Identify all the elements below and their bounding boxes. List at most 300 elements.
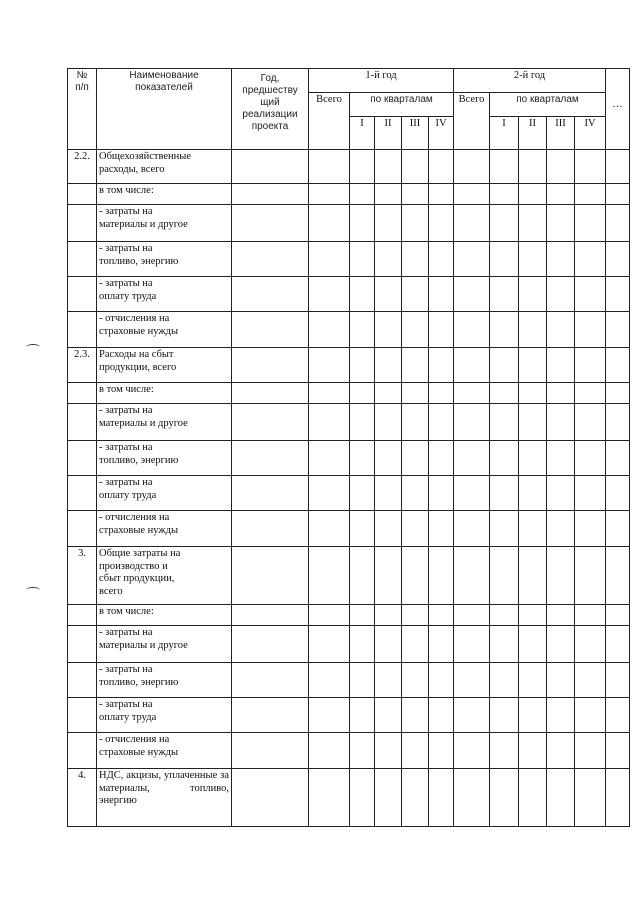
empty-cell bbox=[547, 733, 575, 769]
empty-cell bbox=[606, 312, 630, 348]
empty-cell bbox=[547, 605, 575, 626]
empty-cell bbox=[454, 383, 490, 404]
year2-q1-header: I bbox=[490, 117, 519, 150]
empty-cell bbox=[429, 698, 454, 733]
empty-cell bbox=[375, 404, 402, 441]
empty-cell bbox=[232, 605, 309, 626]
empty-cell bbox=[309, 511, 350, 547]
table-row bbox=[68, 184, 630, 205]
row-number bbox=[68, 383, 97, 404]
table-row bbox=[68, 626, 630, 663]
empty-cell bbox=[606, 769, 630, 827]
table-row bbox=[68, 383, 630, 404]
table-row bbox=[68, 205, 630, 242]
empty-cell bbox=[454, 277, 490, 312]
empty-cell bbox=[575, 242, 606, 277]
row-number bbox=[68, 511, 97, 547]
empty-cell bbox=[309, 383, 350, 404]
empty-cell bbox=[519, 383, 547, 404]
empty-cell bbox=[375, 242, 402, 277]
empty-cell bbox=[490, 733, 519, 769]
empty-cell bbox=[309, 184, 350, 205]
empty-cell bbox=[309, 626, 350, 663]
empty-cell bbox=[575, 312, 606, 348]
empty-cell bbox=[232, 184, 309, 205]
empty-cell bbox=[350, 547, 375, 605]
year1-q3-header: III bbox=[402, 117, 429, 150]
empty-cell bbox=[350, 511, 375, 547]
empty-cell bbox=[232, 404, 309, 441]
row-number: 4. bbox=[68, 769, 97, 827]
empty-cell bbox=[429, 663, 454, 698]
empty-cell bbox=[350, 383, 375, 404]
empty-cell bbox=[232, 769, 309, 827]
empty-cell bbox=[606, 404, 630, 441]
empty-cell bbox=[454, 348, 490, 383]
empty-cell bbox=[575, 383, 606, 404]
empty-cell bbox=[350, 348, 375, 383]
empty-cell bbox=[232, 626, 309, 663]
row-number bbox=[68, 605, 97, 626]
row-label: - затраты на материалы и другое bbox=[97, 626, 232, 663]
empty-cell bbox=[375, 476, 402, 511]
empty-cell bbox=[454, 476, 490, 511]
empty-cell bbox=[454, 441, 490, 476]
empty-cell bbox=[454, 605, 490, 626]
empty-cell bbox=[402, 511, 429, 547]
empty-cell bbox=[606, 277, 630, 312]
empty-cell bbox=[575, 441, 606, 476]
empty-cell bbox=[232, 242, 309, 277]
table-row bbox=[68, 150, 630, 184]
empty-cell bbox=[454, 547, 490, 605]
empty-cell bbox=[547, 312, 575, 348]
empty-cell bbox=[575, 605, 606, 626]
row-label: Общие затраты на производство и сбыт продукции, всего bbox=[97, 547, 232, 605]
empty-cell bbox=[309, 312, 350, 348]
empty-cell bbox=[402, 184, 429, 205]
ellipsis-header: … bbox=[606, 69, 630, 150]
empty-cell bbox=[429, 205, 454, 242]
table-row bbox=[68, 769, 630, 827]
empty-cell bbox=[490, 205, 519, 242]
empty-cell bbox=[402, 242, 429, 277]
empty-cell bbox=[309, 150, 350, 184]
row-label: - затраты на оплату труда bbox=[97, 476, 232, 511]
empty-cell bbox=[454, 312, 490, 348]
row-label: в том числе: bbox=[97, 184, 232, 205]
empty-cell bbox=[606, 663, 630, 698]
table-row bbox=[68, 547, 630, 605]
binding-mark-top bbox=[26, 344, 40, 350]
empty-cell bbox=[519, 769, 547, 827]
year2-q3-header: III bbox=[547, 117, 575, 150]
empty-cell bbox=[402, 277, 429, 312]
empty-cell bbox=[402, 698, 429, 733]
empty-cell bbox=[490, 769, 519, 827]
empty-cell bbox=[429, 547, 454, 605]
empty-cell bbox=[350, 733, 375, 769]
empty-cell bbox=[402, 348, 429, 383]
empty-cell bbox=[519, 698, 547, 733]
empty-cell bbox=[309, 348, 350, 383]
empty-cell bbox=[309, 404, 350, 441]
empty-cell bbox=[232, 348, 309, 383]
empty-cell bbox=[606, 242, 630, 277]
empty-cell bbox=[429, 150, 454, 184]
empty-cell bbox=[402, 663, 429, 698]
empty-cell bbox=[547, 663, 575, 698]
empty-cell bbox=[575, 733, 606, 769]
row-number: 2.3. bbox=[68, 348, 97, 383]
empty-cell bbox=[547, 547, 575, 605]
row-number bbox=[68, 698, 97, 733]
empty-cell bbox=[454, 769, 490, 827]
empty-cell bbox=[232, 277, 309, 312]
empty-cell bbox=[547, 150, 575, 184]
table-row bbox=[68, 348, 630, 383]
empty-cell bbox=[519, 184, 547, 205]
empty-cell bbox=[429, 511, 454, 547]
empty-cell bbox=[232, 383, 309, 404]
row-label: - затраты на топливо, энергию bbox=[97, 441, 232, 476]
empty-cell bbox=[375, 441, 402, 476]
empty-cell bbox=[575, 404, 606, 441]
row-label: в том числе: bbox=[97, 605, 232, 626]
table-row bbox=[68, 733, 630, 769]
expenses-table bbox=[67, 68, 630, 827]
empty-cell bbox=[350, 441, 375, 476]
row-number bbox=[68, 733, 97, 769]
empty-cell bbox=[547, 441, 575, 476]
table-row bbox=[68, 663, 630, 698]
empty-cell bbox=[375, 547, 402, 605]
empty-cell bbox=[519, 511, 547, 547]
empty-cell bbox=[519, 476, 547, 511]
empty-cell bbox=[519, 242, 547, 277]
empty-cell bbox=[375, 277, 402, 312]
empty-cell bbox=[232, 205, 309, 242]
empty-cell bbox=[232, 312, 309, 348]
row-number bbox=[68, 626, 97, 663]
empty-cell bbox=[547, 769, 575, 827]
header-row-1 bbox=[68, 69, 630, 93]
empty-cell bbox=[547, 476, 575, 511]
empty-cell bbox=[547, 277, 575, 312]
empty-cell bbox=[490, 547, 519, 605]
empty-cell bbox=[402, 547, 429, 605]
empty-cell bbox=[519, 626, 547, 663]
empty-cell bbox=[606, 205, 630, 242]
empty-cell bbox=[350, 184, 375, 205]
empty-cell bbox=[575, 511, 606, 547]
empty-cell bbox=[375, 383, 402, 404]
empty-cell bbox=[402, 476, 429, 511]
empty-cell bbox=[429, 242, 454, 277]
empty-cell bbox=[575, 277, 606, 312]
empty-cell bbox=[490, 663, 519, 698]
empty-cell bbox=[429, 441, 454, 476]
row-label: - затраты на материалы и другое bbox=[97, 404, 232, 441]
empty-cell bbox=[454, 511, 490, 547]
empty-cell bbox=[350, 312, 375, 348]
empty-cell bbox=[429, 476, 454, 511]
empty-cell bbox=[575, 663, 606, 698]
empty-cell bbox=[490, 383, 519, 404]
empty-cell bbox=[606, 441, 630, 476]
empty-cell bbox=[519, 605, 547, 626]
empty-cell bbox=[309, 769, 350, 827]
empty-cell bbox=[309, 277, 350, 312]
row-label: - затраты на топливо, энергию bbox=[97, 663, 232, 698]
row-label: НДС, акцизы, уплаченные за материалы, топливо, энергию bbox=[97, 769, 232, 827]
empty-cell bbox=[454, 150, 490, 184]
empty-cell bbox=[606, 184, 630, 205]
empty-cell bbox=[402, 769, 429, 827]
empty-cell bbox=[309, 476, 350, 511]
table-row bbox=[68, 277, 630, 312]
row-number bbox=[68, 312, 97, 348]
empty-cell bbox=[490, 605, 519, 626]
row-label: - отчисления на страховые нужды bbox=[97, 733, 232, 769]
row-number bbox=[68, 404, 97, 441]
row-label: в том числе: bbox=[97, 383, 232, 404]
table-row bbox=[68, 312, 630, 348]
empty-cell bbox=[429, 404, 454, 441]
year1-total-header: Всего bbox=[309, 93, 350, 150]
table-row bbox=[68, 404, 630, 441]
empty-cell bbox=[232, 476, 309, 511]
empty-cell bbox=[375, 733, 402, 769]
empty-cell bbox=[454, 205, 490, 242]
row-label: - отчисления на страховые нужды bbox=[97, 511, 232, 547]
empty-cell bbox=[575, 476, 606, 511]
empty-cell bbox=[375, 184, 402, 205]
empty-cell bbox=[547, 242, 575, 277]
empty-cell bbox=[375, 663, 402, 698]
empty-cell bbox=[232, 150, 309, 184]
empty-cell bbox=[429, 769, 454, 827]
empty-cell bbox=[519, 441, 547, 476]
row-label: - затраты на оплату труда bbox=[97, 277, 232, 312]
empty-cell bbox=[519, 205, 547, 242]
empty-cell bbox=[375, 698, 402, 733]
empty-cell bbox=[547, 383, 575, 404]
empty-cell bbox=[490, 404, 519, 441]
row-number bbox=[68, 242, 97, 277]
empty-cell bbox=[454, 733, 490, 769]
empty-cell bbox=[350, 626, 375, 663]
empty-cell bbox=[606, 383, 630, 404]
empty-cell bbox=[232, 511, 309, 547]
empty-cell bbox=[547, 205, 575, 242]
empty-cell bbox=[490, 511, 519, 547]
empty-cell bbox=[490, 476, 519, 511]
empty-cell bbox=[350, 698, 375, 733]
row-number: 2.2. bbox=[68, 150, 97, 184]
empty-cell bbox=[490, 184, 519, 205]
empty-cell bbox=[309, 605, 350, 626]
empty-cell bbox=[519, 277, 547, 312]
empty-cell bbox=[350, 476, 375, 511]
binding-mark-bottom bbox=[26, 587, 40, 593]
empty-cell bbox=[350, 769, 375, 827]
empty-cell bbox=[402, 404, 429, 441]
empty-cell bbox=[575, 698, 606, 733]
empty-cell bbox=[350, 150, 375, 184]
empty-cell bbox=[519, 348, 547, 383]
empty-cell bbox=[575, 547, 606, 605]
empty-cell bbox=[402, 733, 429, 769]
col-name-header: Наименование показателей bbox=[97, 69, 232, 150]
empty-cell bbox=[606, 626, 630, 663]
empty-cell bbox=[606, 348, 630, 383]
row-number bbox=[68, 184, 97, 205]
empty-cell bbox=[454, 663, 490, 698]
empty-cell bbox=[429, 383, 454, 404]
year1-quarters-header: по кварталам bbox=[350, 93, 454, 117]
empty-cell bbox=[309, 205, 350, 242]
year2-q2-header: II bbox=[519, 117, 547, 150]
empty-cell bbox=[429, 348, 454, 383]
year2-quarters-header: по кварталам bbox=[490, 93, 606, 117]
empty-cell bbox=[519, 150, 547, 184]
empty-cell bbox=[350, 205, 375, 242]
empty-cell bbox=[402, 441, 429, 476]
empty-cell bbox=[232, 441, 309, 476]
empty-cell bbox=[519, 733, 547, 769]
empty-cell bbox=[606, 150, 630, 184]
empty-cell bbox=[375, 626, 402, 663]
row-number bbox=[68, 441, 97, 476]
empty-cell bbox=[547, 184, 575, 205]
empty-cell bbox=[490, 277, 519, 312]
year2-q4-header: IV bbox=[575, 117, 606, 150]
empty-cell bbox=[575, 184, 606, 205]
empty-cell bbox=[575, 769, 606, 827]
empty-cell bbox=[490, 242, 519, 277]
empty-cell bbox=[350, 404, 375, 441]
empty-cell bbox=[232, 733, 309, 769]
row-number bbox=[68, 663, 97, 698]
empty-cell bbox=[547, 511, 575, 547]
row-label: Общехозяйственные расходы, всего bbox=[97, 150, 232, 184]
empty-cell bbox=[606, 698, 630, 733]
empty-cell bbox=[490, 626, 519, 663]
empty-cell bbox=[454, 698, 490, 733]
empty-cell bbox=[519, 547, 547, 605]
year1-q4-header: IV bbox=[429, 117, 454, 150]
empty-cell bbox=[575, 348, 606, 383]
empty-cell bbox=[454, 184, 490, 205]
empty-cell bbox=[547, 626, 575, 663]
empty-cell bbox=[375, 348, 402, 383]
row-label: Расходы на сбыт продукции, всего bbox=[97, 348, 232, 383]
empty-cell bbox=[490, 698, 519, 733]
empty-cell bbox=[375, 312, 402, 348]
empty-cell bbox=[375, 205, 402, 242]
row-number bbox=[68, 205, 97, 242]
table-row bbox=[68, 476, 630, 511]
empty-cell bbox=[429, 733, 454, 769]
empty-cell bbox=[454, 404, 490, 441]
empty-cell bbox=[429, 605, 454, 626]
empty-cell bbox=[429, 626, 454, 663]
empty-cell bbox=[232, 663, 309, 698]
empty-cell bbox=[309, 547, 350, 605]
empty-cell bbox=[402, 205, 429, 242]
year1-header: 1-й год bbox=[309, 69, 454, 93]
year1-q2-header: II bbox=[375, 117, 402, 150]
empty-cell bbox=[490, 312, 519, 348]
row-number bbox=[68, 476, 97, 511]
empty-cell bbox=[402, 150, 429, 184]
empty-cell bbox=[309, 441, 350, 476]
empty-cell bbox=[309, 242, 350, 277]
row-label: - затраты на оплату труда bbox=[97, 698, 232, 733]
table-row bbox=[68, 441, 630, 476]
empty-cell bbox=[575, 150, 606, 184]
table-row bbox=[68, 698, 630, 733]
empty-cell bbox=[402, 605, 429, 626]
empty-cell bbox=[375, 150, 402, 184]
row-label: - затраты на материалы и другое bbox=[97, 205, 232, 242]
empty-cell bbox=[350, 242, 375, 277]
table-row bbox=[68, 605, 630, 626]
empty-cell bbox=[402, 312, 429, 348]
empty-cell bbox=[309, 698, 350, 733]
empty-cell bbox=[232, 698, 309, 733]
empty-cell bbox=[402, 383, 429, 404]
empty-cell bbox=[547, 404, 575, 441]
col-prev-year-header: Год, предшеству щий реализации проекта bbox=[232, 69, 309, 150]
empty-cell bbox=[606, 476, 630, 511]
empty-cell bbox=[547, 698, 575, 733]
empty-cell bbox=[490, 150, 519, 184]
empty-cell bbox=[309, 663, 350, 698]
empty-cell bbox=[606, 511, 630, 547]
empty-cell bbox=[454, 626, 490, 663]
empty-cell bbox=[429, 312, 454, 348]
row-number bbox=[68, 277, 97, 312]
empty-cell bbox=[606, 547, 630, 605]
year1-q1-header: I bbox=[350, 117, 375, 150]
table-row bbox=[68, 242, 630, 277]
empty-cell bbox=[575, 205, 606, 242]
empty-cell bbox=[490, 441, 519, 476]
row-number: 3. bbox=[68, 547, 97, 605]
year2-total-header: Всего bbox=[454, 93, 490, 150]
empty-cell bbox=[606, 605, 630, 626]
empty-cell bbox=[375, 769, 402, 827]
row-label: - отчисления на страховые нужды bbox=[97, 312, 232, 348]
empty-cell bbox=[606, 733, 630, 769]
empty-cell bbox=[490, 348, 519, 383]
year2-header: 2-й год bbox=[454, 69, 606, 93]
empty-cell bbox=[429, 277, 454, 312]
empty-cell bbox=[350, 663, 375, 698]
empty-cell bbox=[375, 605, 402, 626]
table-row bbox=[68, 511, 630, 547]
empty-cell bbox=[375, 511, 402, 547]
empty-cell bbox=[519, 663, 547, 698]
empty-cell bbox=[232, 547, 309, 605]
empty-cell bbox=[547, 348, 575, 383]
empty-cell bbox=[350, 277, 375, 312]
empty-cell bbox=[309, 733, 350, 769]
empty-cell bbox=[402, 626, 429, 663]
empty-cell bbox=[454, 242, 490, 277]
